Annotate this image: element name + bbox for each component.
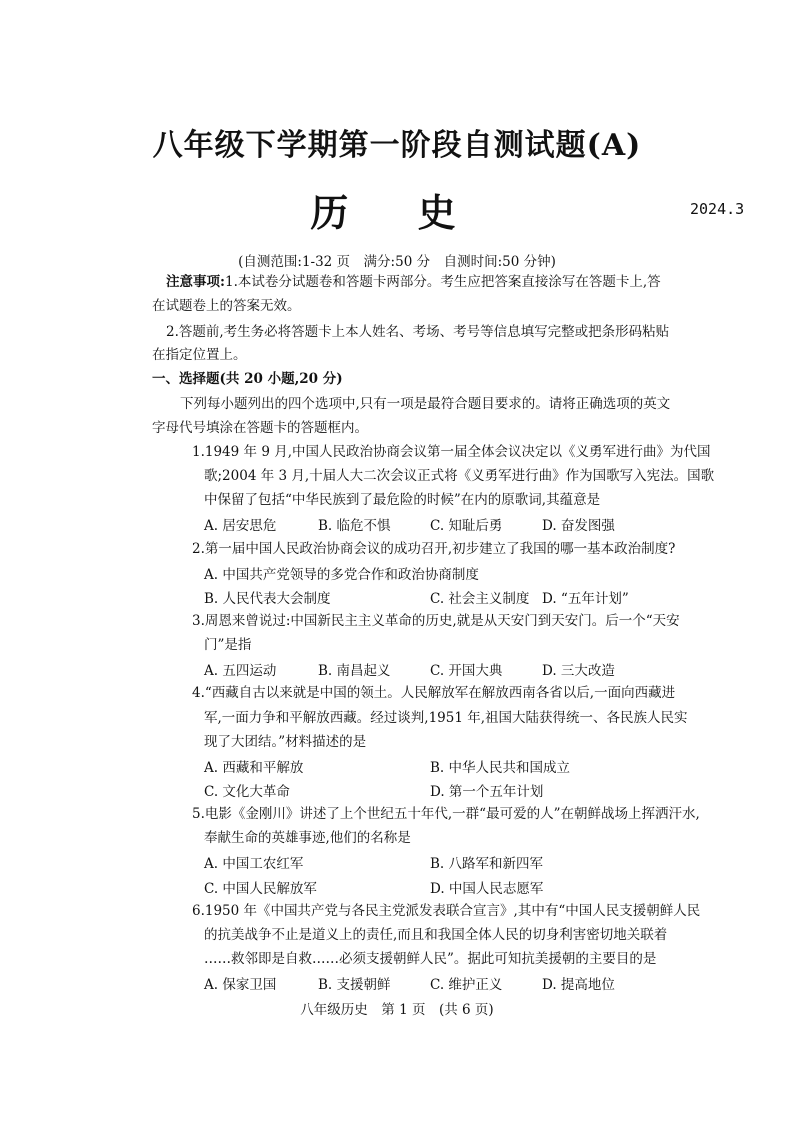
q6-option-d: D. 提高地位 — [542, 977, 615, 993]
page-footer: 八年级历史 第 1 页 (共 6 页) — [300, 1002, 494, 1018]
q1-option-c: C. 知耻后勇 — [430, 518, 503, 534]
q1-line-2: 歌;2004 年 3 月,十届人大二次会议正式将《义勇军进行曲》作为国歌写入宪法。国歌 — [204, 468, 715, 484]
q4-line-2: 军,一面力争和平解放西藏。经过谈判,1951 年,祖国大陆获得统一、各民族人民实 — [204, 710, 688, 726]
q6-option-c: C. 维护正义 — [430, 977, 503, 993]
note1-b: 在试题卷上的答案无效。 — [152, 298, 301, 314]
q6-line-3: ……救邻即是自救……必须支援朝鲜人民”。据此可知抗美援朝的主要目的是 — [204, 951, 657, 967]
notes-line-1 — [166, 272, 661, 292]
q5-option-a: A. 中国工农红军 — [204, 856, 304, 872]
q4-option-b: B. 中华人民共和国成立 — [430, 760, 571, 776]
q1-line-1: 1.1949 年 9 月,中国人民政治协商会议第一届全体会议决定以《义勇军进行曲》为代国 — [192, 444, 711, 460]
q3-option-c: C. 开国大典 — [430, 663, 503, 679]
q4-option-c: C. 文化大革命 — [204, 784, 290, 800]
q2-line-1: 2.第一届中国人民政治协商会议的成功召开,初步建立了我国的哪一基本政治制度? — [192, 541, 676, 557]
q5-line-2: 奉献生命的英雄事迹,他们的名称是 — [204, 830, 411, 846]
q3-line-2: 门”是指 — [204, 637, 252, 653]
q2-option-c: C. 社会主义制度 — [430, 591, 530, 607]
q6-line-1: 6.1950 年《中国共产党与各民主党派发表联合宣言》,其中有“中国人民支援朝鲜人民 — [192, 903, 701, 919]
exam-meta: (自测范围:1-32 页 满分:50 分 自测时间:50 分钟) — [238, 254, 556, 270]
q4-option-d: D. 第一个五年计划 — [430, 784, 544, 800]
q1-option-b: B. 临危不惧 — [318, 518, 391, 534]
notes-label: 注意事项: — [166, 274, 225, 290]
q6-option-a: A. 保家卫国 — [204, 977, 277, 993]
exam-date: 2024.3 — [690, 200, 745, 218]
q3-option-a: A. 五四运动 — [204, 663, 277, 679]
q3-option-d: D. 三大改造 — [542, 663, 615, 679]
section1-intro-a: 下列每小题列出的四个选项中,只有一项是最符合题目要求的。请将正确选项的英文 — [180, 396, 671, 412]
q1-line-3: 中保留了包括“中华民族到了最危险的时候”在内的原歌词,其蕴意是 — [204, 492, 601, 508]
q4-option-a: A. 西藏和平解放 — [204, 760, 304, 776]
q1-option-d: D. 奋发图强 — [542, 518, 615, 534]
section1-title: 一、选择题(共 20 小题,20 分) — [152, 371, 343, 387]
q1-option-a: A. 居安思危 — [204, 518, 277, 534]
q6-option-b: B. 支援朝鲜 — [318, 977, 391, 993]
q4-line-1: 4.“西藏自古以来就是中国的领土。人民解放军在解放西南各省以后,一面向西藏进 — [192, 685, 676, 701]
q4-line-3: 现了大团结。”材料描述的是 — [204, 734, 367, 750]
q5-option-c: C. 中国人民解放军 — [204, 881, 317, 897]
subject-heading: 历 史 — [310, 190, 484, 235]
q5-line-1: 5.电影《金刚川》讲述了上个世纪五十年代,一群“最可爱的人”在朝鲜战场上挥洒汗水, — [192, 806, 700, 822]
q5-option-b: B. 八路军和新四军 — [430, 856, 544, 872]
q6-line-2: 的抗美战争不止是道义上的责任,而且和我国全体人民的切身利害密切地关联着 — [204, 927, 668, 943]
section1-intro-b: 字母代号填涂在答题卡的答题框内。 — [152, 420, 368, 436]
exam-title: 八年级下学期第一阶段自测试题(A) — [152, 128, 642, 163]
note2-b: 在指定位置上。 — [152, 347, 247, 363]
note2-a: 2.答题前,考生务必将答题卡上本人姓名、考场、考号等信息填写完整或把条形码粘贴 — [166, 324, 670, 340]
note1-a: 1.本试卷分试题卷和答题卡两部分。考生应把答案直接涂写在答题卡上,答 — [224, 274, 661, 290]
q2-option-b: B. 人民代表大会制度 — [204, 591, 331, 607]
q3-line-1: 3.周恩来曾说过:中国新民主主义革命的历史,就是从天安门到天安门。后一个“天安 — [192, 613, 680, 629]
q2-option-a: A. 中国共产党领导的多党合作和政治协商制度 — [204, 567, 479, 583]
q2-option-d: D. “五年计划” — [542, 591, 629, 607]
q3-option-b: B. 南昌起义 — [318, 663, 391, 679]
q5-option-d: D. 中国人民志愿军 — [430, 881, 544, 897]
